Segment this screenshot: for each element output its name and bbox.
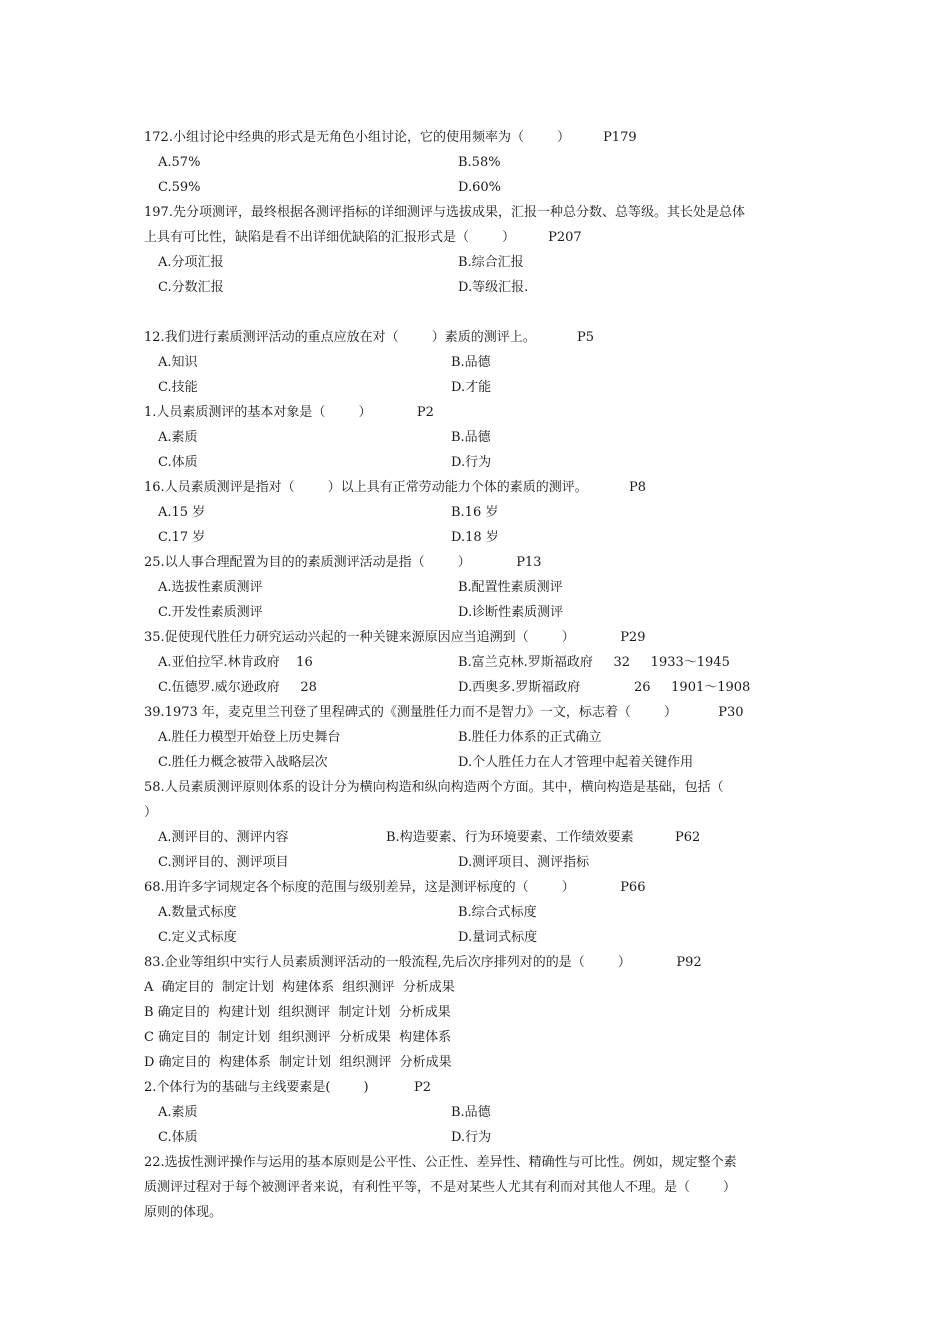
question-2 [144,1075,814,1150]
option-row [144,275,814,300]
question-stem: 2.个体行为的基础与主线要素是( ) P2 [144,1080,432,1095]
option-b: B.16 岁 [451,505,499,520]
question-stem: 12.我们进行素质测评活动的重点应放在对（ ）素质的测评上。 P5 [144,330,595,345]
question-list [144,125,814,1225]
option-row [144,250,814,275]
option-a: A.数量式标度 [158,905,237,920]
option-c: C.分数汇报 [158,280,224,295]
option-d: D.60% [458,180,501,195]
option-row [144,350,814,375]
option-row [144,425,814,450]
blank-line [144,300,814,325]
option-a: A.亚伯拉罕.林肯政府 16 [158,655,313,670]
question-22 [144,1150,814,1225]
option-a: A.分项汇报 [158,255,224,270]
option-c: C.技能 [158,380,198,395]
option-b: B.综合汇报 [458,255,524,270]
option-row [144,900,814,925]
question-16 [144,475,814,550]
option-d: D.诊断性素质测评 [458,605,564,620]
option-row [144,500,814,525]
question-stem-cont: ） [144,805,158,820]
option-a: A 确定目的 制定计划 构建体系 组织测评 分析成果 [144,980,455,995]
option-row [144,1125,814,1150]
question-stem: 197.先分项测评，最终根据各测评指标的详细测评与选拔成果，汇报一种总分数、总等级。其长处是总体 [144,205,745,220]
option-d: D.个人胜任力在人才管理中起着关键作用 [458,755,694,770]
option-b: B 确定目的 构建计划 组织测评 制定计划 分析成果 [144,1005,451,1020]
question-35 [144,625,814,700]
option-c: C.开发性素质测评 [158,605,263,620]
option-a: A.胜任力模型开始登上历史舞台 [158,730,341,745]
option-a: A.测评目的、测评内容 [158,830,289,845]
option-c: C.定义式标度 [158,930,237,945]
option-c: C.测评目的、测评项目 [158,855,289,870]
question-12 [144,325,814,400]
question-stem: 58.人员素质测评原则体系的设计分为横向构造和纵向构造两个方面。其中，横向构造是基础，包括（ [144,780,724,795]
option-row [144,925,814,950]
option-b: B.品德 [451,355,491,370]
option-row [144,600,814,625]
option-d: D 确定目的 构建体系 制定计划 组织测评 分析成果 [144,1055,452,1070]
question-stem: 22.选拔性测评操作与运用的基本原则是公平性、公正性、差异性、精确性与可比性。例如，规定整个素 [144,1155,737,1170]
option-a: A.素质 [158,1105,198,1120]
option-c: C.59% [158,180,201,195]
question-stem: 35.促使现代胜任力研究运动兴起的一种关键来源原因应当追溯到（ ） P29 [144,630,646,645]
option-b: B.胜任力体系的正式确立 [458,730,602,745]
question-83 [144,950,814,1075]
question-39 [144,700,814,775]
option-b: B.品德 [451,430,491,445]
option-d: D.西奥多.罗斯福政府 26 1901～1908 [458,680,751,695]
question-stem: 172.小组讨论中经典的形式是无角色小组讨论，它的使用频率为（ ） P179 [144,130,637,145]
option-row [144,750,814,775]
option-b: B.构造要素、行为环境要素、工作绩效要素 P62 [386,830,701,845]
question-197 [144,200,814,300]
question-58 [144,775,814,875]
option-d: D.行为 [451,455,492,470]
question-1 [144,400,814,475]
question-stem: 83.企业等组织中实行人员素质测评活动的一般流程,先后次序排列对的的是（ ） P92 [144,955,702,970]
option-c: C.胜任力概念被带入战略层次 [158,755,328,770]
option-row [144,825,814,850]
option-row [144,1100,814,1125]
option-b: B.综合式标度 [458,905,537,920]
option-row [144,850,814,875]
option-row [144,650,814,675]
option-b: B.配置性素质测评 [458,580,563,595]
option-c: C 确定目的 制定计划 组织测评 分析成果 构建体系 [144,1030,452,1045]
option-d: D.行为 [451,1130,492,1145]
question-25 [144,550,814,625]
option-b: B.58% [458,155,501,170]
option-b: B.富兰克林.罗斯福政府 32 1933～1945 [458,655,730,670]
option-d: D.测评项目、测评指标 [458,855,590,870]
question-stem-cont: 质测评过程对于每个被测评者来说，有利性平等，不是对某些人尤其有利而对其他人不理。是（ ） [144,1180,737,1195]
question-stem: 68.用许多字词规定各个标度的范围与级别差异，这是测评标度的（ ） P66 [144,880,646,895]
option-c: C.17 岁 [158,530,206,545]
option-row [144,675,814,700]
question-stem: 25.以人事合理配置为目的的素质测评活动是指（ ） P13 [144,555,542,570]
option-row [144,450,814,475]
question-stem-cont: 上具有可比性，缺陷是看不出详细优缺陷的汇报形式是（ ） P207 [144,230,582,245]
question-stem: 39.1973 年，麦克里兰刊登了里程碑式的《测量胜任力而不是智力》一文，标志着（ ） P30 [144,705,744,720]
question-172 [144,125,814,200]
option-b: B.品德 [451,1105,491,1120]
option-d: D.等级汇报. [458,280,529,295]
option-a: A.知识 [158,355,198,370]
option-c: C.体质 [158,455,198,470]
option-a: A.选拔性素质测评 [158,580,263,595]
option-row [144,175,814,200]
option-a: A.57% [158,155,201,170]
option-row [144,725,814,750]
option-row [144,375,814,400]
question-stem: 16.人员素质测评是指对（ ）以上具有正常劳动能力个体的素质的测评。 P8 [144,480,647,495]
option-c: C.体质 [158,1130,198,1145]
option-a: A.15 岁 [158,505,206,520]
option-d: D.量词式标度 [458,930,538,945]
option-row [144,575,814,600]
option-row [144,525,814,550]
question-68 [144,875,814,950]
question-stem: 1.人员素质测评的基本对象是（ ） P2 [144,405,434,420]
option-d: D.18 岁 [451,530,499,545]
question-stem-cont: 原则的体现。 [144,1205,223,1220]
option-a: A.素质 [158,430,198,445]
option-d: D.才能 [451,380,492,395]
option-row [144,150,814,175]
option-c: C.伍德罗.威尔逊政府 28 [158,680,317,695]
